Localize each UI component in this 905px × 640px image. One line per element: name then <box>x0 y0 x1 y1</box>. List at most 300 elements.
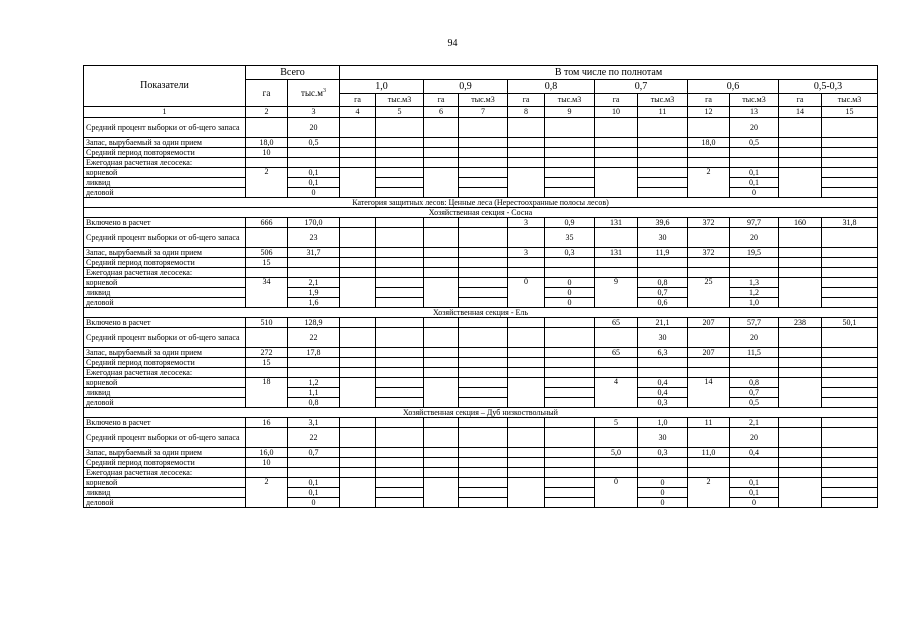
table-cell: 6,3 <box>638 348 688 358</box>
table-cell: 0,1 <box>730 168 779 178</box>
table-cell <box>424 428 459 448</box>
table-cell: 128,9 <box>288 318 340 328</box>
table-cell <box>508 118 545 138</box>
table-cell <box>545 388 595 398</box>
table-cell <box>688 158 730 168</box>
row-label: корневой <box>84 378 246 388</box>
table-cell <box>545 118 595 138</box>
table-cell <box>638 468 688 478</box>
table-cell <box>424 248 459 258</box>
table-cell <box>340 418 376 428</box>
table-cell <box>508 468 545 478</box>
table-cell: 16 <box>246 418 288 428</box>
table-cell <box>779 358 822 368</box>
header-unit-volume: тыс.м3 <box>459 94 508 107</box>
table-cell <box>459 268 508 278</box>
table-cell: 25 <box>688 278 730 308</box>
header-total: Всего <box>246 66 340 80</box>
table-cell: 0 <box>288 498 340 508</box>
table-cell: 18 <box>246 378 288 408</box>
table-cell <box>376 168 424 178</box>
table-cell <box>822 388 878 398</box>
table-cell <box>595 158 638 168</box>
table-cell: 4 <box>595 378 638 408</box>
table-cell: 57,7 <box>730 318 779 328</box>
table-row <box>84 278 878 288</box>
table-cell: 11,0 <box>688 448 730 458</box>
table-cell <box>376 248 424 258</box>
table-row <box>84 428 878 448</box>
table-row <box>84 358 878 368</box>
table-cell <box>638 118 688 138</box>
table-cell: 11,9 <box>638 248 688 258</box>
table-cell: 0 <box>595 478 638 508</box>
table-cell <box>508 428 545 448</box>
table-cell <box>730 458 779 468</box>
table-cell <box>688 328 730 348</box>
table-row <box>84 448 878 458</box>
table-cell <box>459 158 508 168</box>
row-label: Ежегодная расчетная лесосека: <box>84 468 246 478</box>
table-cell: 0,1 <box>288 488 340 498</box>
row-label: ликвид <box>84 388 246 398</box>
table-row <box>84 138 878 148</box>
table-cell <box>459 218 508 228</box>
row-label: ликвид <box>84 178 246 188</box>
column-number: 9 <box>545 107 595 118</box>
table-cell <box>376 488 424 498</box>
table-cell <box>424 138 459 148</box>
table-cell <box>779 368 822 378</box>
table-cell <box>459 388 508 398</box>
row-label: Ежегодная расчетная лесосека: <box>84 368 246 378</box>
table-cell: 372 <box>688 218 730 228</box>
table-cell <box>730 148 779 158</box>
table-cell <box>459 298 508 308</box>
table-cell: 0 <box>545 298 595 308</box>
table-cell: 17,8 <box>288 348 340 358</box>
table-cell: 31,7 <box>288 248 340 258</box>
table-cell: 506 <box>246 248 288 258</box>
table-cell: 0 <box>545 278 595 288</box>
table-cell <box>688 458 730 468</box>
table-cell: 510 <box>246 318 288 328</box>
table-cell <box>638 368 688 378</box>
table-cell <box>822 168 878 178</box>
row-label: Средний период повторяемости <box>84 458 246 468</box>
table-cell: 272 <box>246 348 288 358</box>
table-cell <box>822 188 878 198</box>
table-cell <box>424 318 459 328</box>
table-cell: 9 <box>595 278 638 308</box>
table-cell: 65 <box>595 348 638 358</box>
table-cell <box>595 358 638 368</box>
table-cell <box>822 428 878 448</box>
table-cell <box>730 158 779 168</box>
table-cell: 0,3 <box>638 398 688 408</box>
table-cell <box>340 258 376 268</box>
table-cell <box>424 348 459 358</box>
table-cell: 666 <box>246 218 288 228</box>
table-cell <box>459 178 508 188</box>
table-cell <box>246 428 288 448</box>
column-number: 4 <box>340 107 376 118</box>
table-cell <box>595 468 638 478</box>
table-cell: 1,9 <box>288 288 340 298</box>
table-cell <box>376 268 424 278</box>
table-cell: 2 <box>688 478 730 508</box>
table-cell <box>459 248 508 258</box>
table-cell: 18,0 <box>688 138 730 148</box>
table-cell <box>822 298 878 308</box>
table-cell <box>424 378 459 408</box>
table-cell: 0,8 <box>288 398 340 408</box>
table-cell <box>508 318 545 328</box>
section-heading: Хозяйственная секция - Сосна <box>84 208 878 218</box>
table-cell <box>459 168 508 178</box>
table-cell <box>508 138 545 148</box>
column-number: 12 <box>688 107 730 118</box>
table-row <box>84 468 878 478</box>
table-row <box>84 398 878 408</box>
table-cell: 170,0 <box>288 218 340 228</box>
table-cell: 65 <box>595 318 638 328</box>
table-cell <box>730 268 779 278</box>
table-cell <box>545 398 595 408</box>
table-row <box>84 298 878 308</box>
table-cell <box>424 168 459 198</box>
table-cell <box>340 348 376 358</box>
row-label: Средний процент выборки от об-щего запаса <box>84 118 246 138</box>
column-number: 7 <box>459 107 508 118</box>
table-cell <box>508 378 545 408</box>
table-row <box>84 488 878 498</box>
table-row <box>84 148 878 158</box>
table-cell: 0,1 <box>288 478 340 488</box>
table-cell <box>508 148 545 158</box>
table-cell <box>688 258 730 268</box>
table-cell <box>340 228 376 248</box>
column-number: 14 <box>779 107 822 118</box>
table-cell <box>340 318 376 328</box>
table-cell <box>376 428 424 448</box>
table-cell <box>508 348 545 358</box>
row-label: деловой <box>84 498 246 508</box>
table-cell <box>376 328 424 348</box>
table-cell: 0,5 <box>730 398 779 408</box>
table-cell: 0 <box>638 478 688 488</box>
row-label: Средний процент выборки от об-щего запаса <box>84 428 246 448</box>
table-cell <box>376 318 424 328</box>
table-cell <box>545 138 595 148</box>
table-cell <box>424 228 459 248</box>
table-row <box>84 118 878 138</box>
table-cell <box>246 468 288 478</box>
table-cell: 22 <box>288 328 340 348</box>
table-cell <box>688 468 730 478</box>
table-cell <box>459 228 508 248</box>
column-number: 13 <box>730 107 779 118</box>
table-cell <box>545 428 595 448</box>
table-cell <box>376 118 424 138</box>
row-label: корневой <box>84 478 246 488</box>
table-cell <box>595 458 638 468</box>
table-row <box>84 318 878 328</box>
table-cell: 0,3 <box>545 248 595 258</box>
table-cell: 1,2 <box>288 378 340 388</box>
table-cell <box>424 418 459 428</box>
header-density-0-6: 0,6 <box>688 80 779 94</box>
table-cell: 2 <box>688 168 730 198</box>
table-cell <box>424 448 459 458</box>
table-cell <box>376 188 424 198</box>
table-cell <box>595 138 638 148</box>
table-cell <box>376 218 424 228</box>
header-unit-volume: тыс.м3 <box>730 94 779 107</box>
table-cell: 207 <box>688 318 730 328</box>
header-unit-ha: га <box>595 94 638 107</box>
table-cell: 35 <box>545 228 595 248</box>
table-cell <box>288 158 340 168</box>
table-cell <box>822 468 878 478</box>
row-label: Ежегодная расчетная лесосека: <box>84 268 246 278</box>
table-cell: 131 <box>595 248 638 258</box>
table-cell: 0,7 <box>638 288 688 298</box>
table-row <box>84 418 878 428</box>
table-cell <box>424 118 459 138</box>
table-cell <box>376 278 424 288</box>
table-cell <box>376 458 424 468</box>
table-cell <box>340 218 376 228</box>
table-cell <box>376 148 424 158</box>
table-row <box>84 248 878 258</box>
table-cell <box>424 368 459 378</box>
table-cell <box>246 368 288 378</box>
row-label: Включено в расчет <box>84 318 246 328</box>
table-cell <box>340 168 376 198</box>
table-cell <box>508 368 545 378</box>
table-cell <box>779 378 822 408</box>
column-number: 5 <box>376 107 424 118</box>
row-label: деловой <box>84 298 246 308</box>
table-cell <box>508 168 545 198</box>
table-cell: 0,8 <box>730 378 779 388</box>
table-cell: 0 <box>730 188 779 198</box>
table-cell <box>376 158 424 168</box>
table-cell <box>340 378 376 408</box>
table-cell <box>459 428 508 448</box>
header-unit-volume: тыс.м3 <box>822 94 878 107</box>
table-cell: 20 <box>288 118 340 138</box>
table-cell <box>545 258 595 268</box>
table-row <box>84 458 878 468</box>
header-density-group: В том числе по полнотам <box>340 66 878 80</box>
table-cell <box>424 358 459 368</box>
table-cell <box>730 258 779 268</box>
table-cell <box>424 148 459 158</box>
table-cell: 1,2 <box>730 288 779 298</box>
table-cell <box>595 268 638 278</box>
table-cell: 131 <box>595 218 638 228</box>
table-cell <box>730 468 779 478</box>
header-density-0-9: 0,9 <box>424 80 508 94</box>
table-cell <box>508 268 545 278</box>
table-cell: 3,1 <box>288 418 340 428</box>
table-cell <box>246 328 288 348</box>
table-cell <box>545 448 595 458</box>
table-cell: 14 <box>688 378 730 408</box>
table-cell <box>376 388 424 398</box>
table-cell: 20 <box>730 328 779 348</box>
table-cell: 39,6 <box>638 218 688 228</box>
table-cell <box>545 188 595 198</box>
table-cell <box>638 168 688 178</box>
table-cell <box>638 458 688 468</box>
table-cell <box>688 358 730 368</box>
row-label: Запас, вырубаемый за один прием <box>84 348 246 358</box>
table-cell: 3 <box>508 248 545 258</box>
table-cell: 15 <box>246 258 288 268</box>
table-cell <box>376 378 424 388</box>
table-cell <box>545 358 595 368</box>
table-row <box>84 228 878 248</box>
row-label: Включено в расчет <box>84 418 246 428</box>
row-label: корневой <box>84 168 246 178</box>
table-cell <box>459 328 508 348</box>
table-cell <box>424 158 459 168</box>
header-indicators: Показатели <box>84 66 246 107</box>
table-cell: 0,3 <box>638 448 688 458</box>
table-cell <box>340 138 376 148</box>
table-cell <box>340 458 376 468</box>
table-cell <box>340 158 376 168</box>
table-cell <box>340 118 376 138</box>
row-label: Средний период повторяемости <box>84 358 246 368</box>
table-cell <box>424 478 459 508</box>
table-row <box>84 348 878 358</box>
column-number: 1 <box>84 107 246 118</box>
table-cell <box>638 138 688 148</box>
table-cell <box>545 148 595 158</box>
table-cell: 0 <box>730 498 779 508</box>
table-cell: 2,1 <box>730 418 779 428</box>
header-unit-ha: га <box>688 94 730 107</box>
table-cell <box>340 478 376 508</box>
table-cell <box>246 228 288 248</box>
table-cell: 30 <box>638 428 688 448</box>
table-cell <box>508 448 545 458</box>
table-cell <box>822 478 878 488</box>
table-cell <box>779 448 822 458</box>
table-cell <box>288 368 340 378</box>
table-cell <box>459 378 508 388</box>
table-cell: 2 <box>246 478 288 508</box>
table-row <box>84 258 878 268</box>
table-cell <box>595 428 638 448</box>
table-row <box>84 478 878 488</box>
table-cell <box>779 268 822 278</box>
table-cell <box>376 368 424 378</box>
table-cell <box>822 398 878 408</box>
table-cell <box>424 328 459 348</box>
table-cell: 207 <box>688 348 730 358</box>
section-heading-row <box>84 198 878 208</box>
table-cell: 5,0 <box>595 448 638 458</box>
table-cell: 0,8 <box>638 278 688 288</box>
table-cell: 10 <box>246 458 288 468</box>
table-cell: 5 <box>595 418 638 428</box>
header-unit-volume: тыс.м3 <box>376 94 424 107</box>
table-cell <box>638 148 688 158</box>
table-cell <box>424 458 459 468</box>
table-cell <box>340 268 376 278</box>
table-cell <box>638 158 688 168</box>
table-cell <box>508 418 545 428</box>
table-cell <box>822 118 878 138</box>
table-cell: 0 <box>545 288 595 298</box>
table-cell <box>638 178 688 188</box>
table-cell <box>779 458 822 468</box>
table-cell: 50,1 <box>822 318 878 328</box>
table-cell <box>288 268 340 278</box>
table-cell: 0,1 <box>288 168 340 178</box>
section-heading: Хозяйственная секция - Ель <box>84 308 878 318</box>
table-cell: 11 <box>688 418 730 428</box>
table-cell: 0 <box>638 498 688 508</box>
table-cell: 11,5 <box>730 348 779 358</box>
table-cell: 0,5 <box>730 138 779 148</box>
table-cell <box>459 398 508 408</box>
row-label: Ежегодная расчетная лесосека: <box>84 158 246 168</box>
table-cell <box>730 368 779 378</box>
table-cell <box>822 328 878 348</box>
table-cell: 2 <box>246 168 288 198</box>
cutting-area-table <box>83 65 878 508</box>
table-cell: 0,4 <box>730 448 779 458</box>
table-cell <box>545 368 595 378</box>
section-heading-row <box>84 208 878 218</box>
table-cell <box>340 368 376 378</box>
table-cell: 0,7 <box>730 388 779 398</box>
table-cell: 0,5 <box>288 138 340 148</box>
row-label: корневой <box>84 278 246 288</box>
table-cell <box>376 398 424 408</box>
table-cell: 19,5 <box>730 248 779 258</box>
table-cell: 372 <box>688 248 730 258</box>
table-cell <box>779 328 822 348</box>
table-cell <box>822 488 878 498</box>
table-cell <box>779 278 822 308</box>
table-cell <box>459 138 508 148</box>
table-cell <box>779 168 822 198</box>
table-cell <box>376 178 424 188</box>
table-cell <box>545 458 595 468</box>
table-cell <box>595 258 638 268</box>
table-cell <box>545 168 595 178</box>
table-cell <box>822 288 878 298</box>
table-cell: 160 <box>779 218 822 228</box>
table-cell <box>779 418 822 428</box>
table-cell <box>545 268 595 278</box>
table-cell <box>376 358 424 368</box>
row-label: Средний период повторяемости <box>84 258 246 268</box>
table-cell <box>779 348 822 358</box>
table-cell <box>822 228 878 248</box>
table-cell <box>822 378 878 388</box>
column-number: 8 <box>508 107 545 118</box>
table-cell: 18,0 <box>246 138 288 148</box>
table-row <box>84 498 878 508</box>
